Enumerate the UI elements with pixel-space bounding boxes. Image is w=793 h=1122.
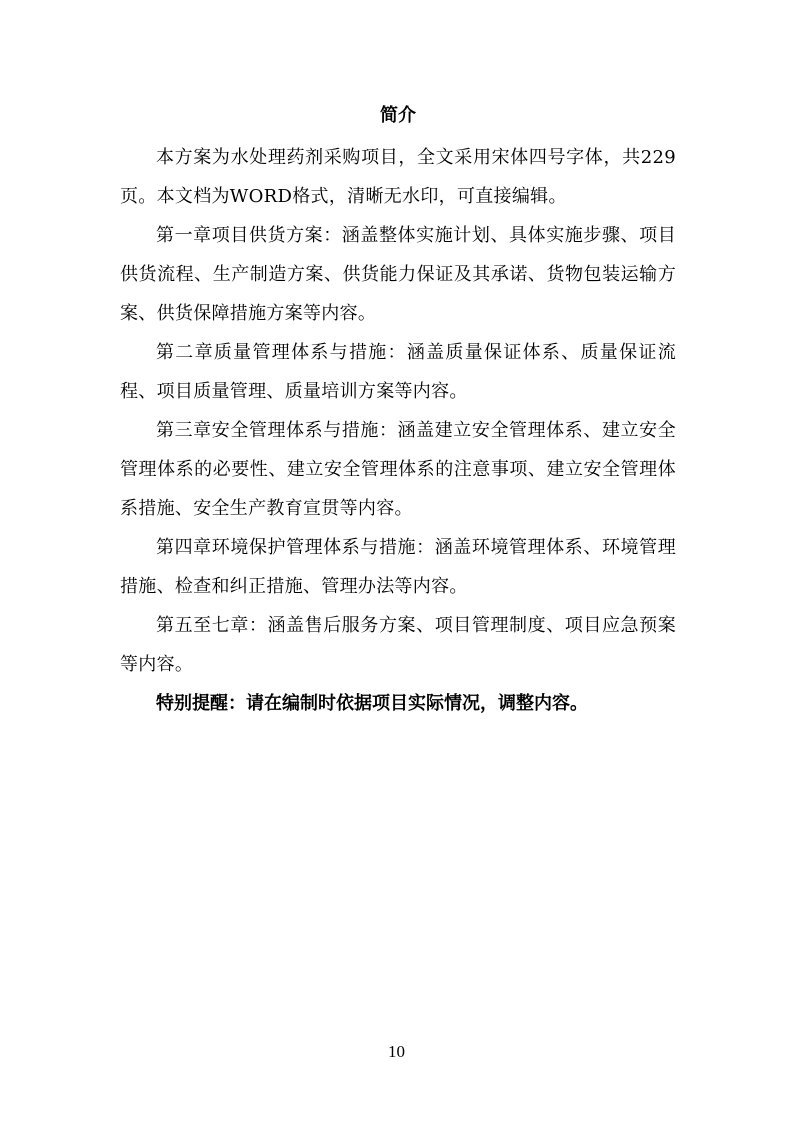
chapter-4-summary: 第四章环境保护管理体系与措施：涵盖环境管理体系、环境管理措施、检查和纠正措施、管理办法等内容。 xyxy=(120,537,676,597)
chapter-3-summary: 第三章安全管理体系与措施：涵盖建立安全管理体系、建立安全管理体系的必要性、建立安全管理体系的注意事项、建立安全管理体系措施、安全生产教育宣贯等内容。 xyxy=(120,420,676,519)
document-body xyxy=(120,100,676,723)
chapter-2-summary: 第二章质量管理体系与措施：涵盖质量保证体系、质量保证流程、项目质量管理、质量培训方案等内容。 xyxy=(120,342,676,402)
intro-paragraph: 本方案为水处理药剂采购项目，全文采用宋体四号字体，共229页。本文档为WORD格式，清晰无水印，可直接编辑。 xyxy=(120,147,676,207)
chapter-5-7-summary: 第五至七章：涵盖售后服务方案、项目管理制度、项目应急预案等内容。 xyxy=(120,615,676,675)
chapter-1-summary: 第一章项目供货方案：涵盖整体实施计划、具体实施步骤、项目供货流程、生产制造方案、供货能力保证及其承诺、货物包装运输方案、供货保障措施方案等内容。 xyxy=(120,225,676,324)
page-number: 10 xyxy=(388,1042,405,1061)
document-title: 简介 xyxy=(380,105,416,126)
special-notice: 特别提醒：请在编制时依据项目实际情况，调整内容。 xyxy=(156,693,588,714)
